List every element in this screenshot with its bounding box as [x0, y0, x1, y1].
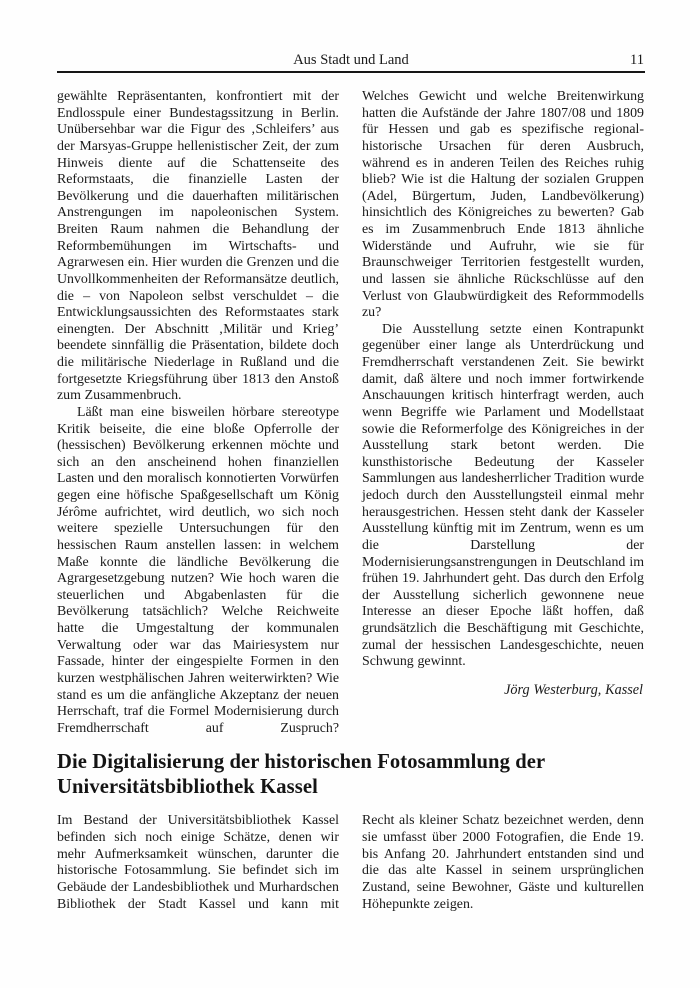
article1-left-paragraph-2: Läßt man eine bisweilen hörbare stereotype Kritik beiseite, die eine bloße Opferrolle der (hessischen) Bevölkerung erkennen möchte und sich an den anscheinend hohen finanziellen Lasten und den moralisch konnotierten Vorwürfen gegen eine höfische Spaßgesellschaft um König Jérôme aufrichtet, wird deutlich, wo sich noch weitere spezielle Untersuchungen für den hessischen Raum anstellen lassen: in welchem Maße konnte die ländliche Bevölkerung die Agrargesetzgebung nutzen? Wie hoch waren die steuerlichen und Abgabenlasten für die Bevölkerung tatsächlich? Welche Reichweite hatte die Umgestaltung der kommunalen Verwaltung oder war das Mairiesystem nur Fassade, hinter der eingespielte Formen in den kurzen westphälischen Jahren weiterwirkten? Wie stand es um die anfängliche Akzeptanz der neuen Herrschaft, traf die Formel Modernisierung durch Fremdherrschaft auf Zuspruch?	[57, 404, 339, 736]
article1-right-paragraph-2: Die Ausstellung setzte einen Kontrapunkt gegenüber einer lange als Unterdrückung und Fremdherrschaft verstandenen Zeit. Sie bewirkt damit, daß ältere und noch immer fortwirkende Anschauungen kritisch hinterfragt werden, auch wenn Begriffe wie Parlament und Modellstaat sowie die Reformerfolge des Königreiches in der Ausstellung stark betont werden. Die kunsthistorische Bedeutung der Kasseler Sammlungen aus landesherrlicher Tradition wurde jedoch durch den Ausstellungsteil einmal mehr herausgestrichen. Hessen steht dank der Kasseler Ausstellung künftig mit im Zentrum, wenn es um die Darstellung der Modernisierungsanstrengungen in Deutschland im frühen 19. Jahrhundert geht. Das durch den Erfolg der Ausstellung sicherlich gewonnene neue Interesse an dieser Epoche läßt hoffen, daß grundsätzlich die Beschäftigung mit Geschichte, zumal der hessischen Landesgeschichte, neuen Schwung gewinnt.	[362, 321, 644, 670]
article1-right-paragraph-1: Welches Gewicht und welche Breitenwirkung hatten die Aufstände der Jahre 1807/08 und 1809 für Hessen und gab es spezifische regional-historische Ursachen für deren Ausbruch, während es in anderen Teilen des Reiches ruhig blieb? Wie ist die Haltung der sozialen Gruppen (Adel, Bürgertum, Juden, Landbevölkerung) hinsichtlich des Königreiches zu bewerten? Gab es im Zusammenbruch Ende 1813 ähnliche Widerstände und Aufruhr, wie sie für Braunschweiger Territorien festgestellt wurden, und lassen sie ähnliche Rückschlüsse auf den Verlust von Glaubwürdigkeit des Reformmodells zu?	[362, 89, 644, 321]
article-exhibition-review	[57, 89, 645, 737]
author-signature: Jörg Westerburg, Kassel	[504, 681, 643, 698]
article2-left-column	[57, 813, 339, 913]
article2-left-paragraph-1: Im Bestand der Universitätsbibliothek Kassel befinden sich noch einige Schätze, denen wir mehr Aufmerksamkeit wünschen, darunter die historische Fotosammlung. Sie befindet sich im Gebäude der Landesbibliothek und Murhardschen Bibliothek der Stadt Kassel und kann mit	[57, 813, 339, 912]
article1-right-column	[362, 89, 644, 737]
article1-left-paragraph-1: gewählte Repräsentanten, konfrontiert mit der Endlosspule einer Bundestagssitzung in Berlin. Unübersehbar war die Figur des ‚Schleifers’ aus der Marsyas-Gruppe hellenistischer Zeit, der zum Hinweis diente auf die Schattenseite des Reformstaats, die finanzielle Lasten der Bevölkerung und die dauerhaften militärischen Anstrengungen im napoleonischen System. Breiten Raum nahmen die Behandlung der Reformbemühungen im Wirtschafts- und Agrarwesen ein. Hier wurden die Grenzen und die Unvollkommenheiten der Reformansätze deutlich, die – von Napoleon selbst verschuldet – die Entwicklungsaussichten des Reformstaates stark einengten. Der Abschnitt ‚Militär und Krieg’ beendete sinnfällig die Präsentation, bildete doch die militärische Niederlage in Rußland und die fortgesetzte Kriegsführung über 1813 den Anstoß zum Zusammenbruch.	[57, 89, 339, 404]
article1-left-column	[57, 89, 339, 737]
article2-right-column	[362, 813, 644, 913]
article-photo-collection	[57, 813, 645, 913]
header-rule	[57, 71, 645, 73]
running-title: Aus Stadt und Land	[293, 52, 409, 68]
page-number: 11	[630, 52, 644, 68]
page-header	[57, 0, 645, 68]
article-title: Die Digitalisierung der historischen Fotosammlung der Universitätsbibliothek Kassel	[57, 751, 545, 798]
article2-right-paragraph-1: Recht als kleiner Schatz bezeichnet werden, denn sie umfasst über 2000 Fotografien, die Ende 19. bis Anfang 20. Jahrhundert entstanden sind und die das alte Kassel in seinem ursprünglichen Zustand, seine Bewohner, Gäste und kulturellen Höhepunkte zeigen.	[362, 813, 644, 912]
